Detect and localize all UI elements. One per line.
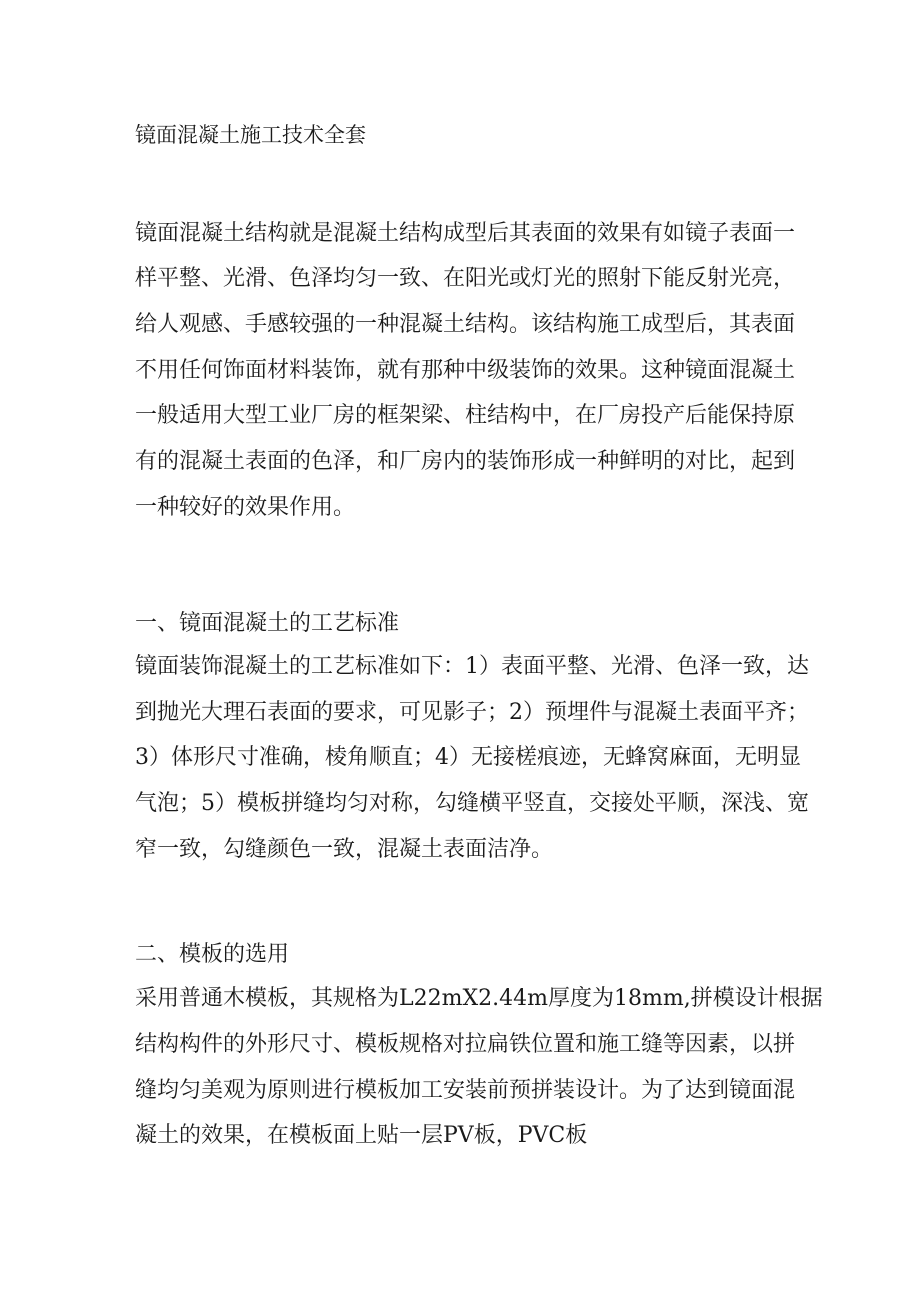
paragraph-line: 凝土的效果，在模板面上贴一层PV板，PVC板 (135, 1123, 588, 1148)
paragraph-line: 到抛光大理石表面的要求，可见影子；2）预埋件与混凝土表面平齐； (135, 700, 809, 725)
paragraph-line: 采用普通木模板，其规格为L22mX2.44m厚度为18mm,拼模设计根据 (135, 986, 823, 1011)
paragraph-line: 镜面装饰混凝土的工艺标准如下：1）表面平整、光滑、色泽一致，达 (135, 654, 809, 679)
paragraph-line: 镜面混凝土结构就是混凝土结构成型后其表面的效果有如镜子表面一 (135, 221, 796, 246)
section-heading: 二、模板的选用 (135, 942, 290, 967)
paragraph-line: 缝均匀美观为原则进行模板加工安装前预拼装设计。为了达到镜面混 (135, 1078, 796, 1103)
paragraph-line: 不用任何饰面材料装饰，就有那种中级装饰的效果。这种镜面混凝土 (135, 358, 796, 383)
paragraph-line: 一种较好的效果作用。 (135, 495, 356, 520)
paragraph-line: 有的混凝土表面的色泽，和厂房内的装饰形成一种鲜明的对比，起到 (135, 449, 796, 474)
paragraph-line: 结构构件的外形尺寸、模板规格对拉扁铁位置和施工缝等因素，以拼 (135, 1032, 796, 1057)
paragraph-line: 气泡；5）模板拼缝均匀对称，勾缝横平竖直，交接处平顺，深浅、宽 (135, 791, 809, 816)
paragraph-line: 窄一致，勾缝颜色一致，混凝土表面洁净。 (135, 837, 554, 862)
paragraph-line: 3）体形尺寸准确，棱角顺直；4）无接槎痕迹，无蜂窝麻面，无明显 (135, 745, 801, 770)
paragraph-line: 给人观感、手感较强的一种混凝土结构。该结构施工成型后，其表面 (135, 312, 796, 337)
document-title: 镜面混凝土施工技术全套 (135, 123, 366, 147)
paragraph-line: 样平整、光滑、色泽均匀一致、在阳光或灯光的照射下能反射光亮， (135, 266, 796, 291)
paragraph-line: 一般适用大型工业厂房的框架梁、柱结构中，在厂房投产后能保持原 (135, 403, 796, 428)
section-heading: 一、镜面混凝土的工艺标准 (135, 611, 400, 636)
